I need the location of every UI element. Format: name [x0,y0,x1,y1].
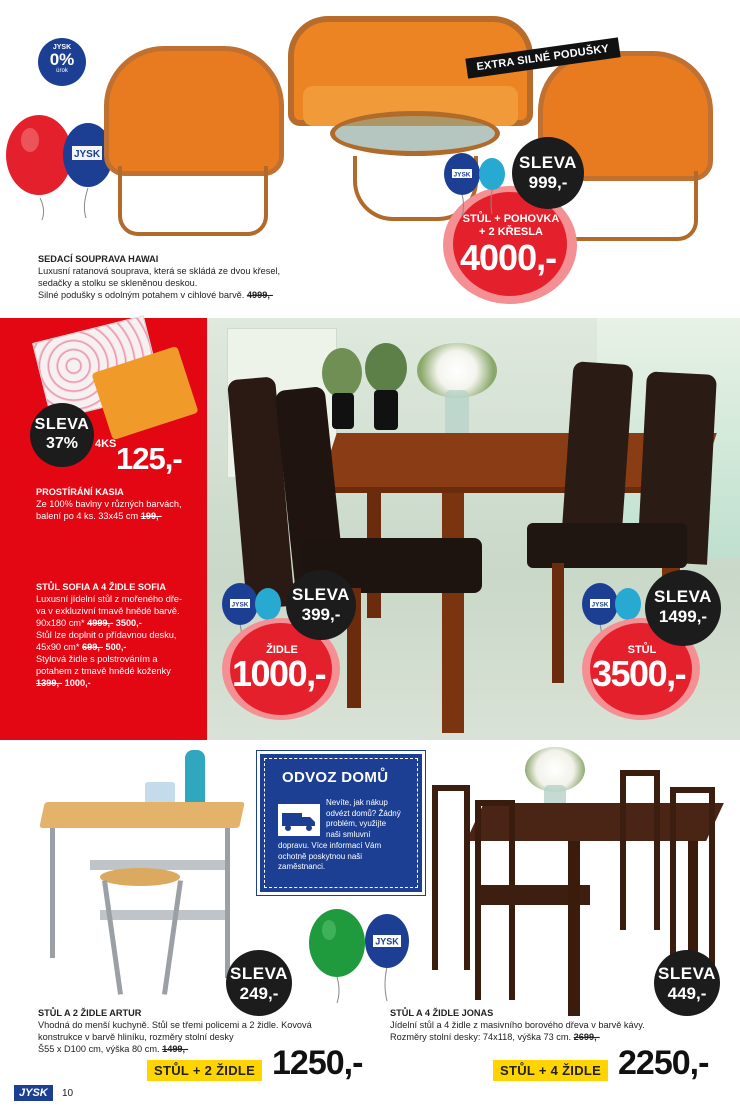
left-armchair-base [118,166,268,236]
delivery-t1: Nevíte, jak nákup [326,798,388,807]
sofia-d1: Luxusní jídelní stůl z mořeného dře- [36,594,183,604]
delivery-t7: zaměstnanci. [278,862,326,871]
left-armchair [104,46,284,176]
kasia-sale-value: 37% [45,435,79,452]
sofia-d3-old: 4999,- [87,618,114,628]
kasia-old-price: 199,- [140,511,162,521]
kasia-price: 125,- [116,441,182,476]
hawai-desc3: Silné podušky s odolným potahem v cihlové barvě. [38,290,245,300]
table-sale-badge [645,570,721,646]
delivery-text-block-2 [278,841,418,873]
artur-bundle-label: STŮL + 2 ŽIDLE [147,1060,262,1081]
table-bundle-price: 3500,- [592,653,686,694]
table-leg-front-left [442,493,464,733]
chair-sale-label: SLEVA [292,585,350,604]
zero-badge-caption: úrok [56,68,68,74]
delivery-t5: dopravu. Více informací Vám [278,841,382,850]
footer-logo [14,1085,53,1101]
jonas-sale-label: SLEVA [658,964,716,983]
jonas-description [390,1007,730,1043]
artur-stool-seat [100,868,180,886]
hawai-desc1: Luxusní ratanová souprava, která se skládá ze dvou křesel, [38,266,281,276]
svg-text:JYSK: JYSK [375,936,399,947]
jonas-chair-back-left [432,785,470,970]
delivery-box [257,751,425,895]
table-sale-label: SLEVA [654,587,712,606]
delivery-t2: odvézt domů? Žádný [326,808,401,818]
artur-leg-2 [225,828,230,978]
jonas-old-price: 2699,- [573,1032,600,1042]
hawai-sale-badge [512,137,584,209]
sofia-d8-old: 1399,- [36,678,63,688]
sofia-d3: 90x180 cm* [36,618,85,628]
artur-sale-price: 249,- [239,984,279,1003]
table-bundle-label: STŮL [627,644,657,656]
pot-1 [332,393,354,429]
sofia-d4: Stůl lze doplnit o přídavnou desku, [36,630,177,640]
svg-text:JYSK: JYSK [591,601,609,609]
chair-right-seat [527,523,687,568]
delivery-t6: ochotně poskytnou naši [278,851,363,861]
kasia-sale-badge [30,403,94,467]
hawai-bundle-line1: STŮL + POHOVKA [462,213,560,225]
jonas-sale-price: 449,- [667,984,707,1003]
pot-2 [374,390,398,430]
artur-old-price: 1499,- [162,1044,189,1054]
artur-table-top [39,802,245,828]
sofia-d5-new: 500,- [105,642,127,652]
svg-text:JYSK: JYSK [73,149,101,160]
thermos [185,750,205,808]
hawai-bundle-balloons [440,150,510,220]
page-number: 10 [62,1088,74,1099]
hawai-title: SEDACÍ SOUPRAVA HAWAI [38,254,159,264]
truck-icon [278,804,320,836]
jonas-chair-back-r1 [620,770,660,930]
plant-1 [322,348,362,398]
sofia-d5: 45x90 cm* [36,642,80,652]
hawai-bundle-price: 4000,- [460,237,557,278]
artur-d2: konstrukce v barvě hliníku, rozměry stolní desky [38,1032,234,1042]
bottom-section [0,740,740,1115]
sofia-d3-new: 3500,- [115,618,142,628]
artur-d1: Vhodná do menší kuchyně. Stůl se třemi policemi a 2 židle. Kovová [38,1020,312,1030]
zero-badge-brand: JYSK [52,44,72,51]
hawai-section [0,0,740,318]
sofia-title: STŮL SOFIA A 4 ŽIDLE SOFIA [36,582,166,592]
chair-sale-badge [286,570,356,640]
kasia-desc2-line [36,510,206,522]
jonas-d2: Rozměry stolní desky: 74x118, výška 73 cm. [390,1032,572,1042]
zero-interest-badge [38,38,86,86]
chair-sale-price: 399,- [301,605,341,624]
table-sale-price: 1499,- [658,607,708,626]
jonas-title: STŮL A 4 ŽIDLE JONAS [390,1008,494,1018]
hawai-bundle-line2: + 2 KŘESLA [479,226,543,238]
svg-text:JYSK: JYSK [453,171,471,179]
artur-shelf-2 [100,910,230,920]
artur-d3: Š55 x D100 cm, výška 80 cm. [38,1044,160,1054]
kasia-title: PROSTÍRÁNÍ KASIA [36,487,124,497]
chair-bundle-price: 1000,- [232,653,326,694]
jonas-table-leg-1 [568,841,580,1016]
artur-bundle-price: 1250,- [272,1044,363,1082]
plant-2 [365,343,407,393]
sofia-description [36,581,206,689]
delivery-t3: problém, využijte [326,819,387,828]
jonas-d1: Jídelní stůl a 4 židle z masivního borového dřeva v barvě kávy. [390,1020,645,1030]
footer-brand: JYSK [19,1087,48,1099]
artur-sale-label: SLEVA [230,964,288,983]
hawai-sale-label: SLEVA [519,153,577,172]
sofia-d5-old: 699,- [81,642,103,652]
sofia-d8-new: 1000,- [64,678,91,688]
artur-title: STŮL A 2 ŽIDLE ARTUR [38,1008,142,1018]
kasia-desc2: balení po 4 ks. 33x45 cm [36,511,139,521]
hawai-old-price: 4999,- [246,290,273,300]
sofia-section [0,318,740,740]
hawai-desc3-line [38,289,418,301]
sofia-d8-line [36,677,206,689]
sofia-d3-line [36,617,206,629]
sofia-d6: Stylová židle s polstrováním a [36,654,158,664]
sofia-d7: potahem z tmavě hnědé koženky [36,666,171,676]
extra-cushions-tag: EXTRA SILNÉ PODUŠKY [465,37,620,78]
green-balloons [305,905,415,1005]
kasia-description [36,486,206,522]
hawai-desc2: sedačky a stolku se skleněnou deskou. [38,278,198,288]
chair-right-leg [552,563,564,683]
kasia-sale-label: SLEVA [34,416,90,433]
jonas-bundle-label: STŮL + 4 ŽIDLE [493,1060,608,1081]
svg-text:JYSK: JYSK [231,601,249,609]
sofia-d2: va v exkluzivní tmavě hnědé barvě. [36,606,180,616]
hawai-sale-price: 999,- [528,173,568,192]
delivery-t4: naši smluvní [326,829,371,839]
kasia-qty: 4KS [95,438,117,450]
jonas-d2-line [390,1031,730,1043]
chair-bundle-label: ŽIDLE [266,644,298,656]
artur-leg-1 [50,828,55,958]
artur-stool-leg [102,880,123,995]
kasia-desc1: Ze 100% bavlny v různých barvách, [36,499,182,509]
delivery-title: ODVOZ DOMŮ [282,769,389,786]
hawai-furniture-photo [98,16,718,256]
zero-badge-value: 0% [49,50,75,69]
hawai-description [38,253,418,301]
jonas-bundle-price: 2250,- [618,1044,709,1082]
artur-stool-leg-2 [162,880,183,995]
sofia-d5-line [36,641,206,653]
delivery-text-block [326,798,420,840]
